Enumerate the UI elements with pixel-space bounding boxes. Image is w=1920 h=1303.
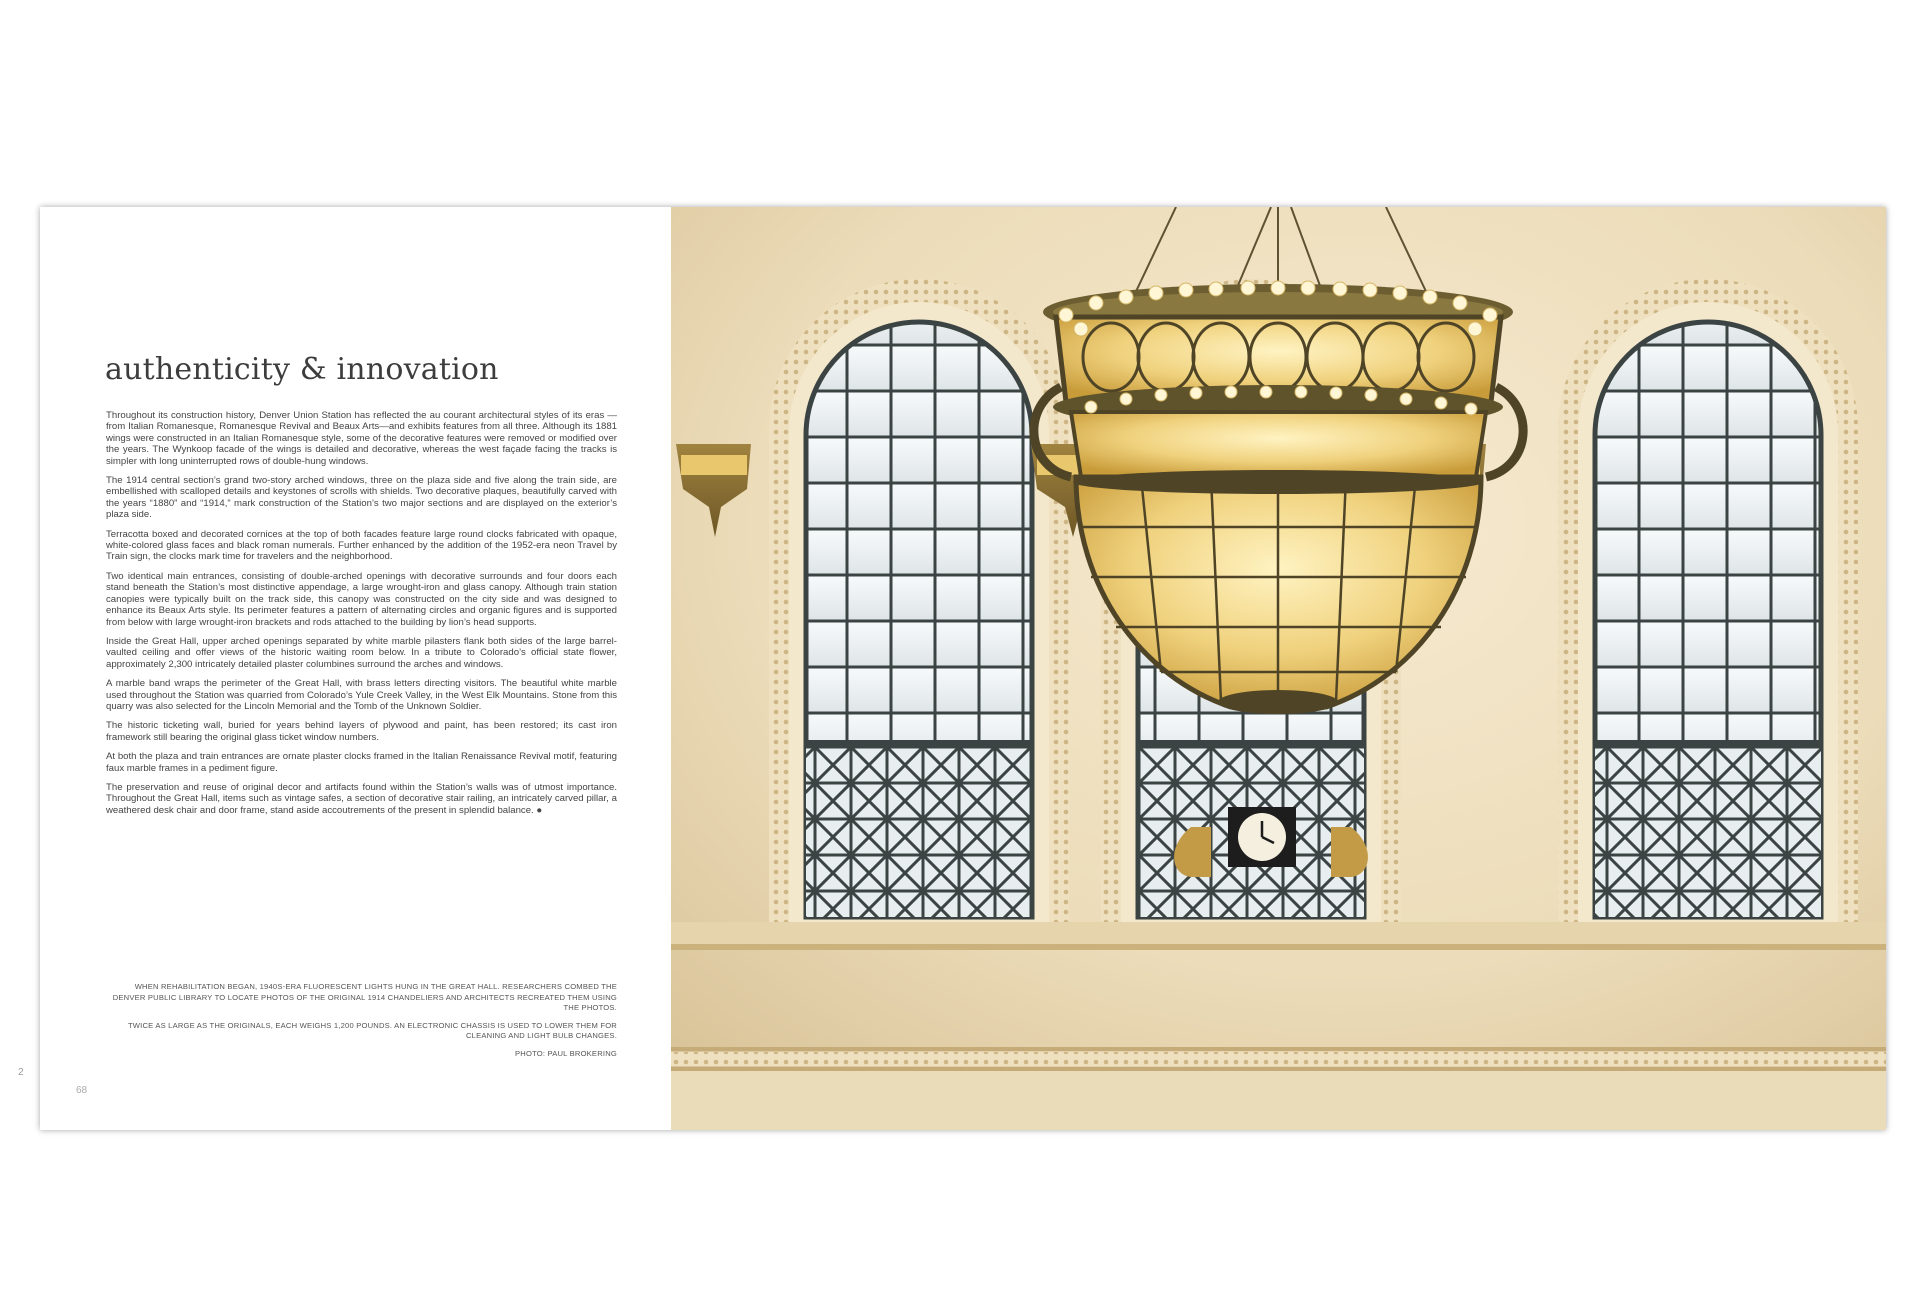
- page-heading: authenticity & innovation: [105, 352, 499, 387]
- caption: WHEN REHABILITATION BEGAN, 1940S-ERA FLUORESCENT LIGHTS HUNG IN THE GREAT HALL. RESEARCHERS COMBED THE DENVER PUBLIC LIBRARY TO LOCATE PHOTOS OF THE ORIGINAL 1914 CHANDELIERS AND ARCHITECTS RECREATED THEM USING THE PHOTOS.: [112, 982, 617, 1012]
- paragraph: The preservation and reuse of original decor and artifacts found within the Station’s walls was of utmost importance. Throughout the Great Hall, items such as vintage safes, a section of decorative stair railing, an intricately carved pillar, a weathered desk chair and door frame, stand aside accoutrements of the present in splendid balance. ●: [106, 781, 617, 816]
- frieze: [671, 922, 1886, 944]
- paragraph: Inside the Great Hall, upper arched openings separated by white marble pilasters flank both sides of the large barrel-vaulted ceiling and offer views of the historic waiting room below. In a tribute to Colorado’s official state flower, approximately 2,300 intricately detailed plaster columbines surround the arches and windows.: [106, 635, 617, 670]
- paragraph: Throughout its construction history, Denver Union Station has reflected the au courant architectural styles of its eras — from Italian Romanesque, Romanesque Revival and Beaux Arts—and exhibits features from all three. Although its 1881 wings were constructed in an Italian Romanesque style, some of the decorative features were removed or modified over the years. The Wynkoop facade of the wings is detailed and decorative, whereas the west façade facing the tracks is simpler with long uninterrupted rows of double-hung windows.: [106, 410, 617, 467]
- book-spread: [18, 207, 1886, 1130]
- left-page: [18, 207, 671, 1130]
- right-arched-window: [1558, 279, 1858, 922]
- left-arched-window: [769, 279, 1069, 922]
- body-text: [106, 410, 617, 824]
- paragraph: At both the plaza and train entrances are ornate plaster clocks framed in the Italian Renaissance Revival motif, featuring faux marble frames in a pediment figure.: [106, 751, 617, 774]
- paragraph: The 1914 central section’s grand two-story arched windows, three on the plaza side and five along the train side, are embellished with scalloped details and keystones of scrolls with shields. Two decorative plaques, beautifully carved with the years “1880” and “1914,” mark construction of the Station’s two major sections and are displayed on the exterior’s plaza side.: [106, 475, 617, 521]
- photo-page: [671, 207, 1886, 1130]
- dentil-band: [671, 1052, 1886, 1066]
- paragraph: The historic ticketing wall, buried for years behind layers of plywood and paint, has been restored; its cast iron framework still bearing the original glass ticket window numbers.: [106, 720, 617, 743]
- great-hall-chandelier-photo: [671, 207, 1886, 1130]
- photo-credit: PHOTO: PAUL BROKERING: [515, 1048, 617, 1058]
- paragraph: Terracotta boxed and decorated cornices at the top of both facades feature large round clocks fabricated with opaque, white-colored glass faces and black roman numerals. Further enhanced by the addition of the 1952-era neon Travel by Train sign, the clocks mark time for travelers and the neighborhood.: [106, 528, 617, 563]
- paragraph: A marble band wraps the perimeter of the Great Hall, with brass letters directing visitors. The beautiful white marble used throughout the Station was quarried from Colorado’s Yule Creek Valley, in the West Elk Mountains. Stone from this quarry was also selected for the Lincoln Memorial and the Tomb of the Unknown Soldier.: [106, 678, 617, 712]
- caption: TWICE AS LARGE AS THE ORIGINALS, EACH WEIGHS 1,200 POUNDS. AN ELECTRONIC CHASSIS IS USED TO LOWER THEM FOR CLEANING AND LIGHT BULB CHANGES.: [127, 1020, 617, 1040]
- photo-captions: [106, 982, 617, 1066]
- paragraph: Two identical main entrances, consisting of double-arched openings with decorative surrounds and four doors each stand beneath the Station’s most distinctive appendage, a large wrought-iron and glass canopy. Although train station canopies were typically built on the track side, this canopy was constructed on the city side and was designed to enhance its Beaux Arts style. Its perimeter features a pattern of alternating circles and organic figures and is supported from below with large wrought-iron brackets and rods attached to the building by lion’s head supports.: [106, 570, 617, 628]
- margin-number: 2: [18, 1067, 24, 1078]
- page-number: 68: [76, 1085, 88, 1096]
